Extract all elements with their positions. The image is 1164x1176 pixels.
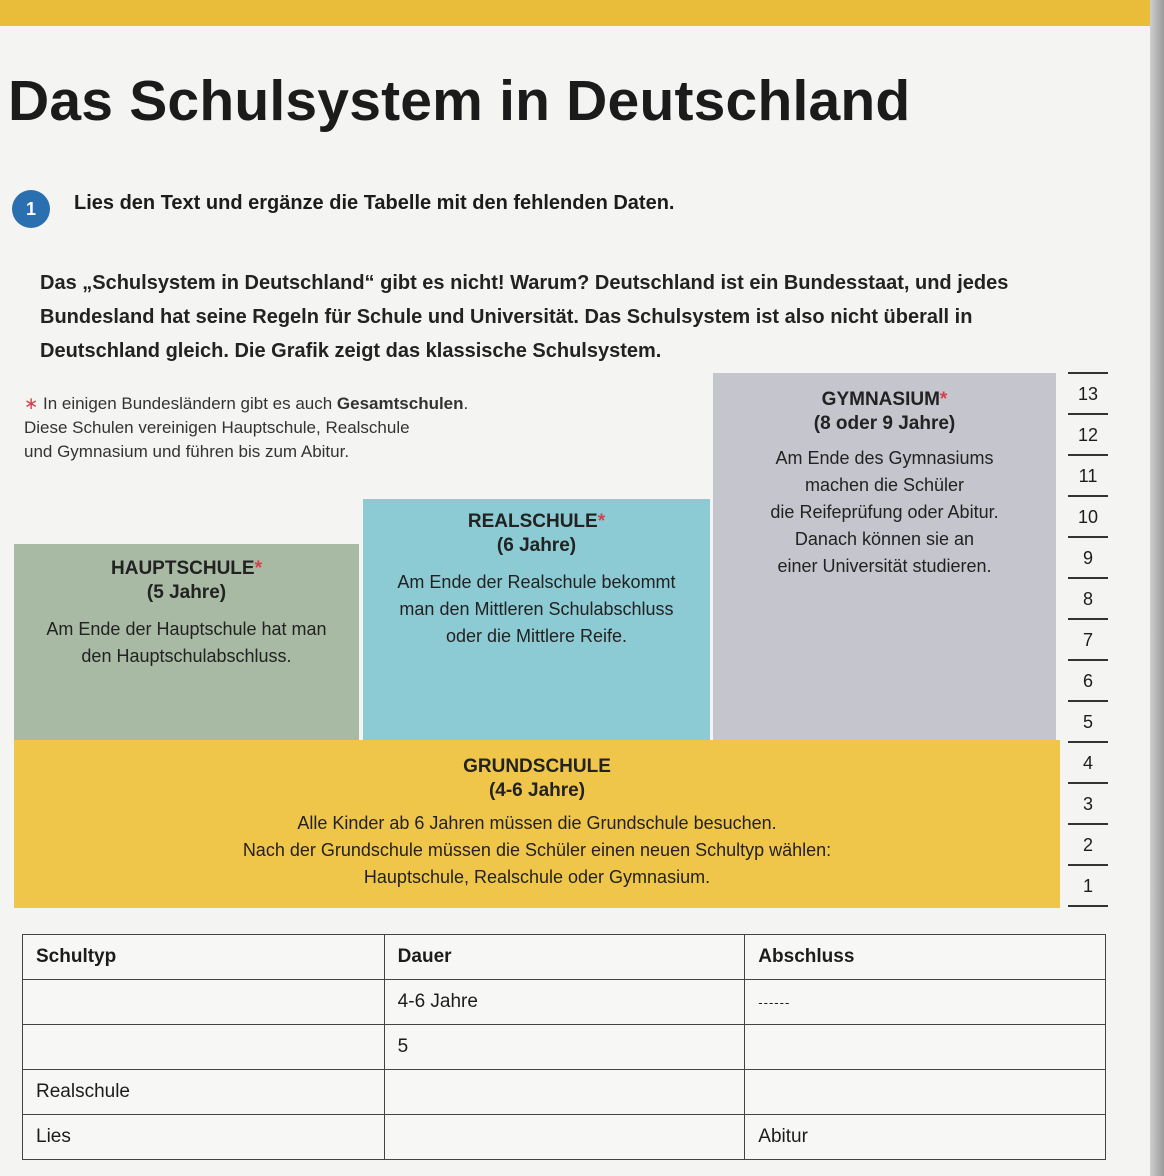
- grade-number: 1: [1068, 864, 1108, 905]
- description-line: Danach können sie an: [794, 529, 975, 549]
- description-line: Nach der Grundschule müssen die Schüler einen neuen Schultyp wählen:: [242, 840, 832, 860]
- cell-schultyp[interactable]: Lies: [23, 1115, 385, 1160]
- ruler-end-line: [1068, 905, 1108, 907]
- note-prefix: In einigen Bundesländern gibt es auch: [38, 394, 337, 413]
- description-line: Am Ende der Realschule bekommt: [397, 572, 676, 592]
- description-line: einer Universität studieren.: [777, 556, 992, 576]
- note-line: Diese Schulen vereinigen Hauptschule, Realschule: [24, 418, 410, 437]
- description-line: Am Ende des Gymnasiums: [775, 448, 994, 468]
- cell-dauer[interactable]: [384, 1115, 745, 1160]
- grade-number: 4: [1068, 741, 1108, 782]
- table-row: [23, 1070, 1106, 1115]
- grade-number: 6: [1068, 659, 1108, 700]
- description-line: man den Mittleren Schulabschluss: [399, 599, 674, 619]
- cell-abschluss[interactable]: [745, 1025, 1106, 1070]
- grade-number: 12: [1068, 413, 1108, 454]
- cell-dauer[interactable]: 4-6 Jahre: [384, 980, 745, 1025]
- school-description: [363, 569, 710, 650]
- description-line: machen die Schüler: [804, 475, 965, 495]
- grade-number: 8: [1068, 577, 1108, 618]
- grade-number: 2: [1068, 823, 1108, 864]
- grade-number: 7: [1068, 618, 1108, 659]
- asterisk-icon: *: [254, 558, 262, 579]
- table-row: [23, 980, 1106, 1025]
- intro-paragraph: [40, 266, 1080, 368]
- note-bold: Gesamtschulen: [336, 394, 464, 413]
- school-name: GYMNASIUM*: [821, 389, 948, 410]
- header-abschluss: Abschluss: [745, 935, 1106, 980]
- school-duration: (4-6 Jahre): [488, 780, 586, 801]
- grundschule-box: [14, 740, 1060, 908]
- grade-number: 5: [1068, 700, 1108, 741]
- page-edge: [1150, 0, 1164, 1176]
- grade-number: 13: [1068, 372, 1108, 413]
- cell-abschluss[interactable]: ------: [745, 980, 1106, 1025]
- task-number-badge: 1: [12, 190, 50, 228]
- cell-dauer[interactable]: 5: [384, 1025, 745, 1070]
- gymnasium-box: [713, 373, 1056, 741]
- cell-abschluss[interactable]: Abitur: [745, 1115, 1106, 1160]
- intro-line: Deutschland gleich. Die Grafik zeigt das klassische Schulsystem.: [40, 340, 662, 362]
- header-schultyp: Schultyp: [23, 935, 385, 980]
- school-name: GRUNDSCHULE: [463, 756, 611, 777]
- description-line: oder die Mittlere Reife.: [445, 626, 628, 646]
- school-duration: (6 Jahre): [496, 535, 577, 556]
- table-row: [23, 1025, 1106, 1070]
- school-description: [713, 445, 1056, 580]
- school-table: [22, 934, 1106, 1160]
- description-line: die Reifeprüfung oder Abitur.: [770, 502, 999, 522]
- school-name: REALSCHULE*: [467, 511, 606, 532]
- grade-number: 3: [1068, 782, 1108, 823]
- school-name: HAUPTSCHULE*: [111, 558, 262, 579]
- asterisk-icon: ∗: [24, 394, 39, 413]
- intro-line: Das „Schulsystem in Deutschland“ gibt es nicht! Warum? Deutschland ist ein Bundesstaat, und jedes: [40, 272, 1009, 294]
- page-title: Das Schulsystem in Deutschland: [8, 69, 911, 133]
- cell-dauer[interactable]: [384, 1070, 745, 1115]
- grade-number: 11: [1068, 454, 1108, 495]
- asterisk-icon: *: [597, 511, 606, 532]
- intro-line: Bundesland hat seine Regeln für Schule und Universität. Das Schulsystem ist also nicht überall in: [40, 306, 973, 328]
- grade-number: 10: [1068, 495, 1108, 536]
- school-description: [14, 810, 1060, 891]
- note-suffix: .: [463, 394, 469, 413]
- table-row: [23, 1115, 1106, 1160]
- note-line: [24, 392, 584, 416]
- cell-schultyp[interactable]: [23, 1025, 385, 1070]
- top-accent-bar: [0, 0, 1150, 26]
- realschule-box: [363, 499, 710, 741]
- cell-abschluss[interactable]: [745, 1070, 1106, 1115]
- school-description: [14, 616, 359, 670]
- description-line: Hauptschule, Realschule oder Gymnasium.: [363, 867, 711, 887]
- gesamtschule-note: [24, 392, 584, 464]
- asterisk-icon: *: [939, 389, 948, 410]
- header-dauer: Dauer: [384, 935, 745, 980]
- table-header-row: [23, 935, 1106, 980]
- cell-schultyp[interactable]: Realschule: [23, 1070, 385, 1115]
- grade-ruler: [1068, 372, 1108, 907]
- description-line: den Hauptschulabschluss.: [81, 646, 292, 666]
- task-instruction: Lies den Text und ergänze die Tabelle mit den fehlenden Daten.: [74, 192, 675, 214]
- grade-number: 9: [1068, 536, 1108, 577]
- school-duration: (5 Jahre): [146, 582, 227, 603]
- cell-schultyp[interactable]: [23, 980, 385, 1025]
- school-duration: (8 oder 9 Jahre): [813, 413, 956, 434]
- note-line: und Gymnasium und führen bis zum Abitur.: [24, 442, 350, 461]
- description-line: Am Ende der Hauptschule hat man: [46, 619, 327, 639]
- description-line: Alle Kinder ab 6 Jahren müssen die Grundschule besuchen.: [297, 813, 777, 833]
- hauptschule-box: [14, 544, 359, 744]
